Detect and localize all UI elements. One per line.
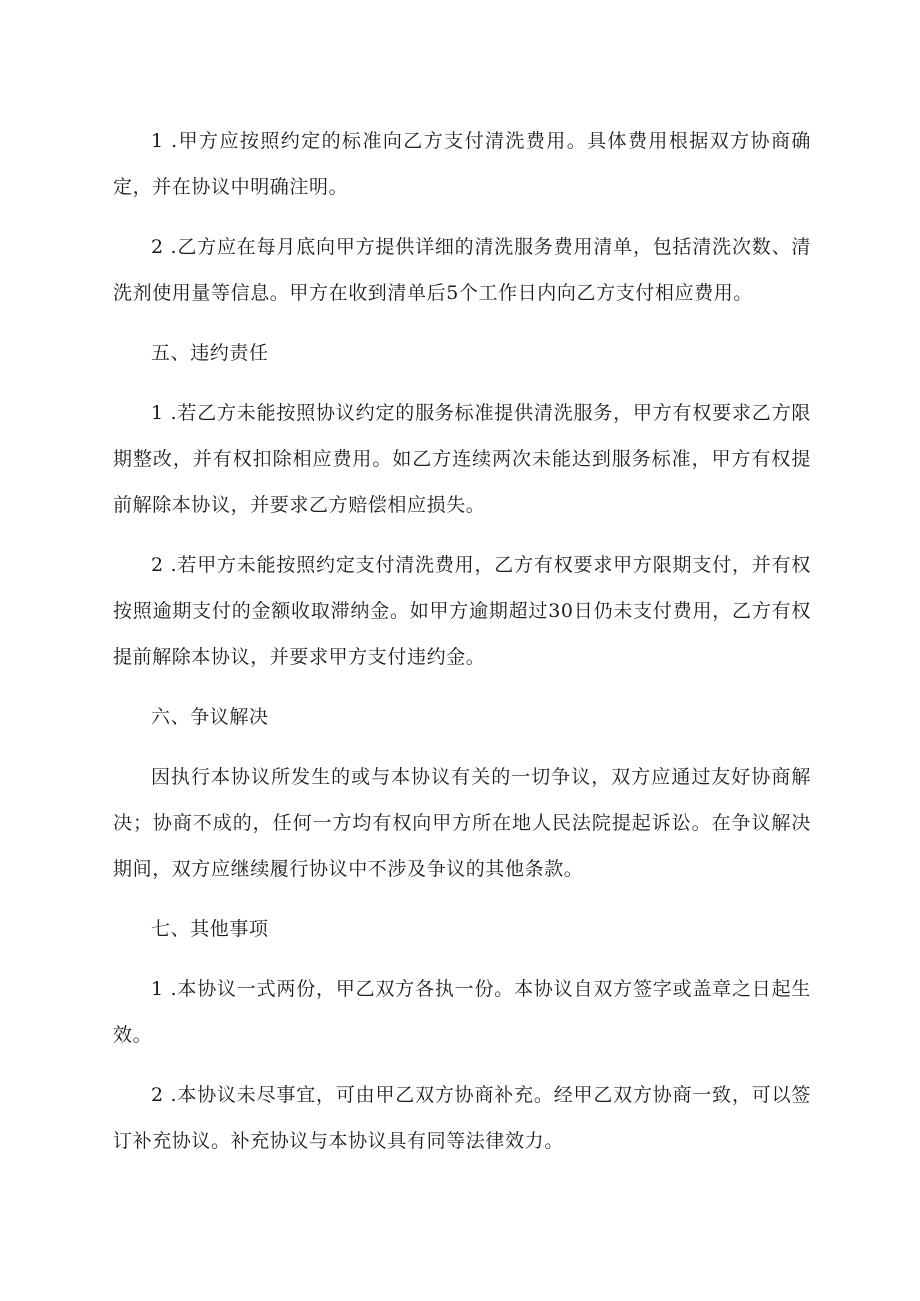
breach-clause-2: 2 .若甲方未能按照约定支付清洗费用，乙方有权要求甲方限期支付，并有权按照逾期支付的金额收取滞纳金。如甲方逾期超过30日仍未支付费用，乙方有权提前解除本协议，并要求甲方支付违约金。 xyxy=(113,554,811,668)
dispute-clause: 因执行本协议所发生的或与本协议有关的一切争议，双方应通过友好协商解决；协商不成的，任何一方均有权向甲方所在地人民法院提起诉讼。在争议解决期间，双方应继续履行协议中不涉及争议的其他条款。 xyxy=(113,766,811,880)
section-heading-dispute: 六、争议解决 xyxy=(151,706,269,728)
payment-clause-1: 1 .甲方应按照约定的标准向乙方支付清洗费用。具体费用根据双方协商确定，并在协议中明确注明。 xyxy=(113,130,811,198)
misc-clause-1: 1 .本协议一式两份，甲乙双方各执一份。本协议自双方签字或盖章之日起生效。 xyxy=(113,978,811,1046)
payment-clause-2: 2 .乙方应在每月底向甲方提供详细的清洗服务费用清单，包括清洗次数、清洗剂使用量等信息。甲方在收到清单后5个工作日内向乙方支付相应费用。 xyxy=(113,236,811,304)
document-body xyxy=(113,118,811,1178)
breach-clause-1: 1 .若乙方未能按照协议约定的服务标准提供清洗服务，甲方有权要求乙方限期整改，并有权扣除相应费用。如乙方连续两次未能达到服务标准，甲方有权提前解除本协议，并要求乙方赔偿相应损失。 xyxy=(113,402,811,516)
section-heading-breach: 五、违约责任 xyxy=(151,342,269,364)
section-heading-misc: 七、其他事项 xyxy=(151,918,269,940)
misc-clause-2: 2 .本协议未尽事宜，可由甲乙双方协商补充。经甲乙双方协商一致，可以签订补充协议。补充协议与本协议具有同等法律效力。 xyxy=(113,1084,811,1152)
